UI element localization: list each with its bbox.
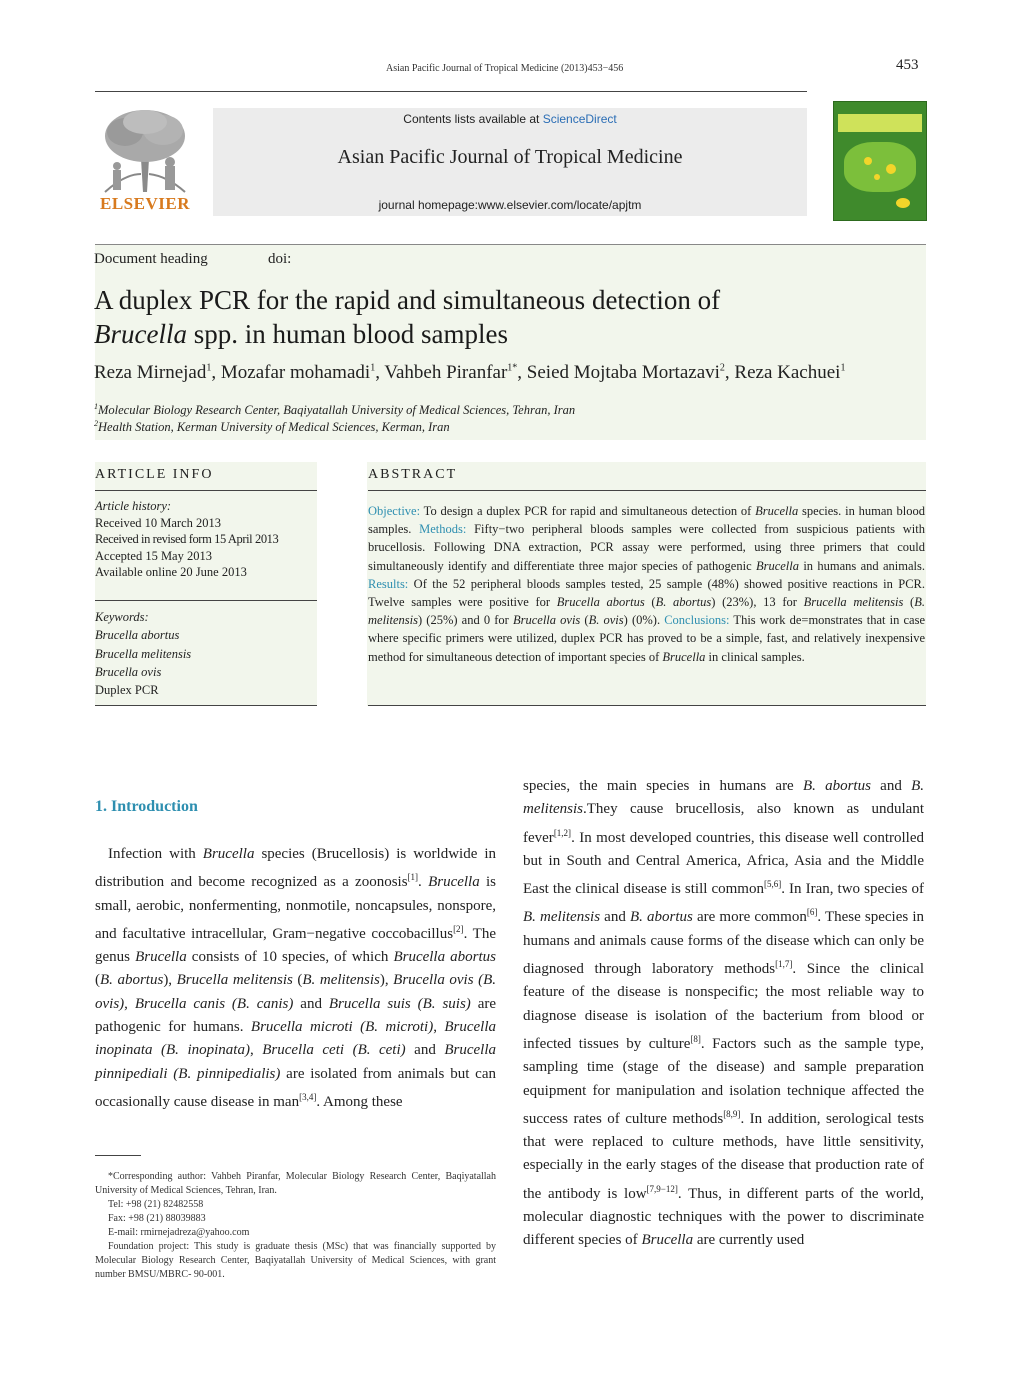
elsevier-wordmark: ELSEVIER (100, 194, 190, 213)
cover-dot (874, 174, 880, 180)
keywords-label: Keywords: (95, 610, 149, 624)
keyword: Duplex PCR (95, 683, 159, 698)
history-online: Available online 20 June 2013 (95, 565, 247, 579)
history-label: Article history: (95, 499, 172, 513)
body-column-left: Infection with Brucella species (Brucellosis) is worldwide in distribution and become recognized as a zoonosis[1]. Brucella is small, aerobic, nonfermenting, nonmotile, noncapsules, nonspore, and facultative intracellular, Gram−negative coccobacillus[2]. The genus Brucella consists of 10 species, of which Brucella abortus (B. abortus), Brucella melitensis (B. melitensis), Brucella ovis (B. ovis), Brucella canis (B. canis) and Brucella suis (B. suis) are pathogenic for humans. Brucella microti (B. microti), Brucella inopinata (B. inopinata), Brucella ceti (B. ceti) and Brucella pinnipediali (B. pinnipedialis) are isolated from animals but can occasionally cause disease in man[3,4]. Among these (95, 846, 497, 1110)
cover-title-band (838, 114, 922, 132)
affiliation: $^2$Health Station, Kerman University of Medical Sciences, Kerman, Iran (94, 419, 450, 435)
footnote-fax: Fax: +98 (21) 88039883 (108, 1213, 206, 1224)
article-info-heading: ARTICLE INFO (95, 467, 214, 482)
sciencedirect-link[interactable]: ScienceDirect (542, 112, 617, 126)
author: Reza Kachuei (734, 362, 841, 383)
history-received: Received 10 March 2013 (95, 515, 222, 530)
running-title: Asian Pacific Journal of Tropical Medicine (2013)453−456 (386, 63, 624, 74)
cover-dot (886, 164, 896, 174)
doi-label: doi: (268, 251, 292, 267)
footnote-rule (95, 1155, 141, 1156)
page-number: 453 (896, 57, 919, 73)
author: Vahbeh Piranfar (384, 362, 508, 383)
journal-cover-image (833, 101, 927, 221)
header-rule (95, 91, 807, 92)
keywords (95, 608, 317, 699)
abstract-text: Objective: To design a duplex PCR for rapid and simultaneous detection of Brucella species. in human blood samples. Methods: Fifty−two peripheral bloods samples were collected from suspicious patients with brucellosis. Following DNA extraction, PCR assay were performed, using three primers that could simultaneously identify and differentiate three major species of pathogenic Brucella in humans and animals. Results: Of the 52 peripheral bloods samples tested, 25 sample (48%) showed positive reactions in PCR. Twelve samples were positive for Brucella abortus (B. abortus) (23%), 13 for Brucella melitensis (B. melitensis) (25%) and 0 for Brucella ovis (B. ovis) (0%). Conclusions: This work de=monstrates that in case where specific primers were utilized, duplex PCR has proved to be a simple, fast, and relatively inexpensive method for simultaneous detection of important species of Brucella in clinical samples. (368, 504, 926, 664)
author-list: Reza Mirnejad$^1$, Mozafar mohamadi$^1$, Vahbeh Piranfar$^{1*}$, Seied Mojtaba Mortazavi$^2$, Reza Kachuei$^1$ (94, 362, 846, 383)
author: Seied Mojtaba Mortazavi (526, 362, 720, 383)
keywords-rule (95, 600, 317, 601)
keyword: Brucella abortus (95, 628, 180, 643)
journal-banner (213, 108, 807, 216)
author: Mozafar mohamadi (220, 362, 371, 383)
body-column-right: species, the main species in humans are B. abortus and B. melitensis.They cause brucellosis, also known as undulant fever[1,2]. In most developed countries, this disease well controlled but in South and Central America, Africa, Asia and the Middle East the clinical disease is still common[5,6]. In Iran, two species of B. melitensis and B. abortus are more common[6]. These species in humans and animals cause forms of the disease which can only be diagnosed through laboratory methods[1,7]. Since the clinical feature of the disease is nonspecific; the most reliable way to diagnose disease is isolation of the bacterium from blood or infected tissues by culture[8]. Factors such as the sample type, sampling time (stage of the disease) and sample preparation equipment for manipulation and isolation technique affected the success rates of culture methods[8,9]. In addition, serological tests that were replaced to culture methods, have little sensitivity, especially in the early stages of the disease that production rate of the antibody is low[7,9−12]. Thus, in different parts of the world, molecular diagnostic techniques with the power to discriminate different species of Brucella are currently used (523, 778, 924, 1249)
cover-dot (864, 157, 872, 165)
abstract-rule (368, 490, 926, 491)
article-history (95, 498, 317, 581)
conclusions-label: Conclusions: (664, 613, 730, 628)
author-affil-mark: 1 (840, 362, 846, 374)
author: Reza Mirnejad (94, 362, 207, 383)
article-title (94, 283, 924, 351)
objective-label: Objective: (368, 504, 421, 518)
title-genus: Brucella (94, 319, 187, 349)
author-affil-mark: 1 (370, 362, 376, 374)
cover-dot (896, 198, 910, 208)
corresponding-author: *Corresponding author: Vahbeh Piranfar, Molecular Biology Research Center, Baqiyatallah University of Medical Sciences, Tehran, Iran. (95, 1171, 496, 1196)
title-line-1: A duplex PCR for the rapid and simultaneous detection of (94, 285, 721, 315)
abstract-heading: ABSTRACT (368, 467, 458, 482)
methods-label: Methods: (419, 522, 467, 537)
foundation-project: Foundation project: This study is graduate thesis (MSc) that was financially supported by Molecular Biology Research Center, Baqiyatallah University of Medical Sciences, with grant number BMSU/MBRC- 90-001. (95, 1241, 496, 1280)
title-line-2: spp. in human blood samples (186, 319, 508, 349)
results-label: Results: (368, 576, 409, 591)
footnote-email[interactable]: E-mail: rmirnejadreza@yahoo.com (108, 1227, 250, 1238)
author-affil-mark: 1* (507, 362, 518, 374)
journal-homepage[interactable]: journal homepage:www.elsevier.com/locate/apjtm (378, 198, 642, 212)
history-revised: Received in revised form 15 April 2013 (95, 532, 279, 546)
history-accepted: Accepted 15 May 2013 (95, 548, 212, 563)
keyword: Brucella ovis (95, 664, 162, 679)
article-info-rule (95, 490, 317, 491)
contents-prefix: Contents lists available at (403, 112, 543, 126)
document-heading: Document heading (94, 251, 208, 267)
author-affil-mark: 2 (719, 362, 725, 374)
author-affil-mark: 1 (206, 362, 212, 374)
title-panel-rule (95, 244, 926, 245)
keyword: Brucella melitensis (95, 646, 192, 661)
elsevier-tree-icon (95, 104, 195, 196)
affiliation: $^1$Molecular Biology Research Center, Baqiyatallah University of Medical Sciences, Tehran, Iran (94, 402, 576, 418)
section-heading: 1. Introduction (95, 798, 198, 815)
article-info-bottom-rule (95, 705, 317, 706)
contents-line (213, 112, 807, 126)
footnotes (95, 1170, 496, 1282)
elsevier-logo (95, 104, 195, 216)
abstract-bottom-rule (368, 705, 926, 706)
journal-title: Asian Pacific Journal of Tropical Medicine (337, 146, 683, 168)
cover-map-icon (844, 142, 916, 192)
footnote-tel: Tel: +98 (21) 82482558 (108, 1199, 204, 1210)
